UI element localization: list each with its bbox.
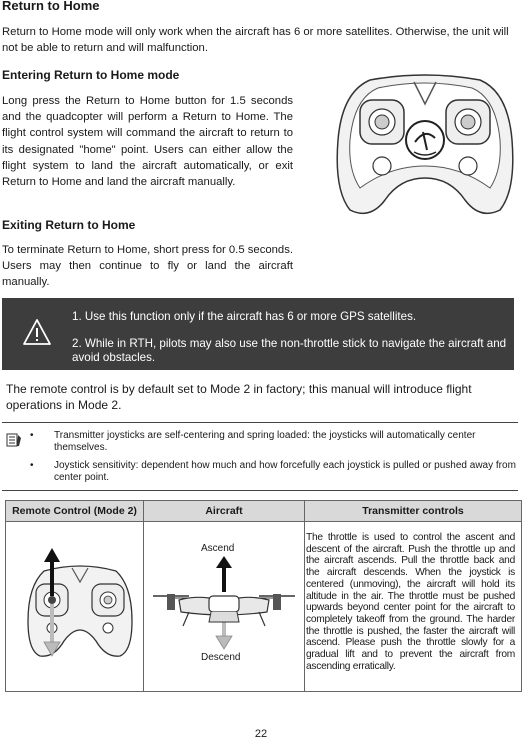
exiting-text: To terminate Return to Home, short press for 0.5 seconds. Users may then continue to fly or land the aircraft manually. xyxy=(2,244,293,289)
note-bullet-2: • xyxy=(30,460,34,471)
remote-controller-rth-illustration xyxy=(330,70,520,220)
note-bullet-1: • xyxy=(30,430,34,441)
table-col-divider-1 xyxy=(143,501,144,691)
descend-label: Descend xyxy=(201,652,241,663)
remote-throttle-illustration xyxy=(24,546,136,661)
table-header-rule xyxy=(6,521,521,522)
transmitter-controls-text: The throttle is used to control the ascent and descent of the aircraft. Push the throttle up and the aircraft ascends. Pull the throttle back and the aircraft descends. When the joystick is centered (unmoving), the aircraft will hold its altitude in the air. The throttle must be pushed upwards beyond center point for the aircraft to completely takeoff from the ground. The harder the throttle is pushed, the faster the aircraft will ascend. Please push the throttle slowly for a gradual lift and to prevent the aircraft from ascending erratically. xyxy=(306,532,515,672)
note-item-2: Joystick sensitivity: dependent how much and how forcefully each joystick is pulled or pushed away from center point. xyxy=(54,460,516,483)
note-item-1: Transmitter joysticks are self-centering and spring loaded: the joysticks will automatically center themselves. xyxy=(54,430,476,453)
table-col-divider-2 xyxy=(304,501,305,691)
ascend-label: Ascend xyxy=(201,543,235,554)
warning-box xyxy=(2,298,514,370)
page-number: 22 xyxy=(254,728,268,740)
controls-table xyxy=(5,500,522,692)
table-header-controls: Transmitter controls xyxy=(305,501,521,521)
warning-item-2: 2. While in RTH, pilots may also use the non-throttle stick to navigate the aircraft and avoid obstacles. xyxy=(72,337,507,364)
quadcopter-illustration xyxy=(149,556,299,651)
entering-text: Long press the Return to Home button for 1.5 seconds and the quadcopter will perform a Return to Home. The flight control system will command the aircraft to return to its designated "home" point. Users can either allow the flight system to land the aircraft automatically, or exit Return to Home and land the aircraft manually. xyxy=(2,95,293,189)
mode-text: The remote control is by default set to Mode 2 in factory; this manual will introduce flight operations in Mode 2. xyxy=(6,382,472,412)
exiting-heading: Exiting Return to Home xyxy=(2,218,136,232)
note-icon xyxy=(6,432,22,448)
notes-top-rule xyxy=(2,422,518,423)
notes-bottom-rule xyxy=(2,490,518,491)
page-title: Return to Home xyxy=(2,0,100,13)
table-header-remote: Remote Control (Mode 2) xyxy=(6,501,143,521)
entering-heading: Entering Return to Home mode xyxy=(2,68,180,82)
table-header-aircraft: Aircraft xyxy=(144,501,304,521)
warning-triangle-icon xyxy=(22,318,52,346)
intro-text: Return to Home mode will only work when the aircraft has 6 or more satellites. Otherwise, the unit will not be able to return and will malfunction. xyxy=(2,26,509,55)
warning-item-1: 1. Use this function only if the aircraft has 6 or more GPS satellites. xyxy=(72,310,417,323)
